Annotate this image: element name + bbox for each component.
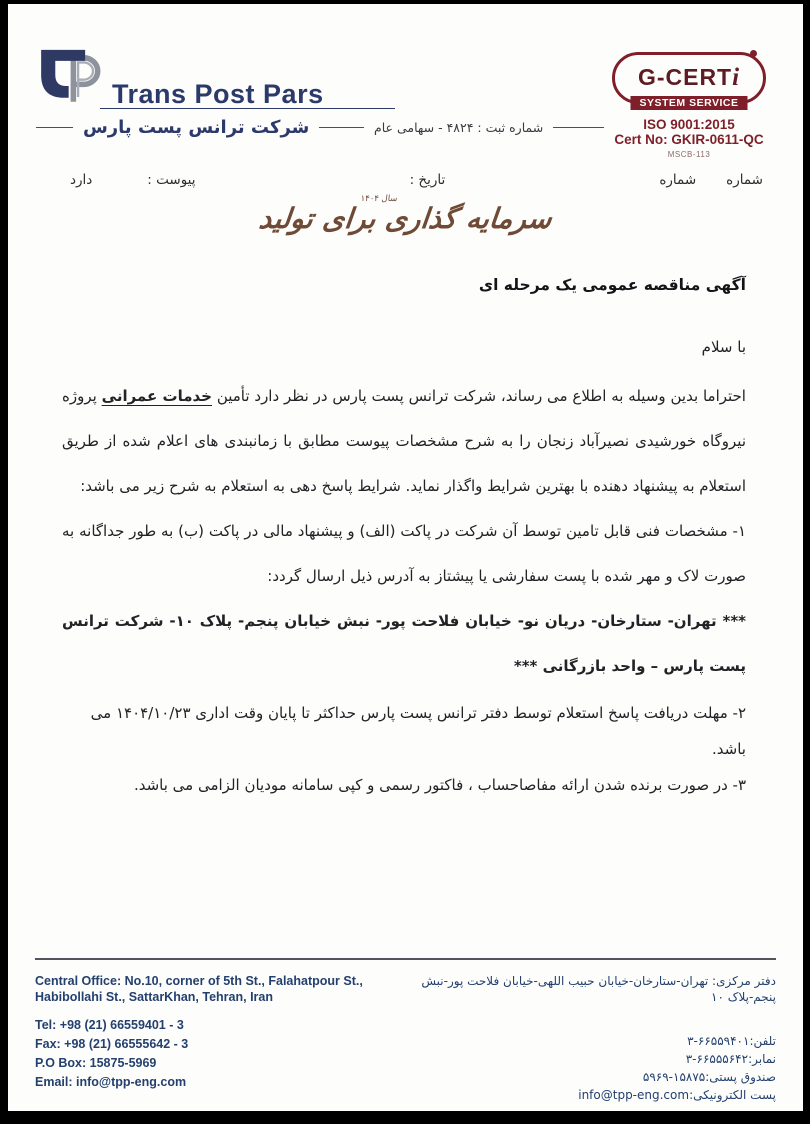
number-value: شماره: [659, 172, 697, 188]
email-persian-label: پست الکترونیکی:: [689, 1088, 776, 1102]
slogan-text: سرمایه گذاری برای تولید: [257, 202, 554, 235]
attachment-label: پیوست :: [147, 172, 196, 188]
company-title-row: [36, 117, 604, 138]
gcert-brand-i: i: [732, 64, 741, 91]
certificate-number: Cert No: GKIR-0611-QC: [614, 132, 764, 147]
email-persian-value: info@tpp-eng.com: [578, 1088, 690, 1102]
year-slogan-calligraphy: [8, 194, 803, 235]
tender-title: آگهی مناقصه عمومی یک مرحله ای: [478, 276, 746, 294]
letter-date-field: [410, 172, 446, 188]
tel-persian: تلفن:۶۶۵۵۹۴۰۱-۳: [687, 1034, 776, 1048]
intro-text-before: احتراما بدین وسیله به اطلاع می رساند، شرکت ترانس پست پارس در نظر دارد تأمین: [211, 387, 746, 405]
office-address-line2: Habibollahi St., SattarKhan, Tehran, Iran: [35, 990, 274, 1004]
footer-persian: [405, 973, 776, 1104]
number-label: شماره: [726, 172, 763, 188]
company-logo: [36, 42, 324, 112]
condition-item-3: ۳- در صورت برنده شدن ارائه مفاصاحساب ، فاکتور رسمی و کپی سامانه مودیان الزامی می باشد.: [133, 776, 746, 794]
tel-english: Tel: +98 (21) 66559401 - 3: [35, 1018, 184, 1032]
letter-body: [62, 276, 746, 803]
registration-number: شماره ثبت : ۴۸۲۴ - سهامی عام: [373, 120, 544, 135]
letter-number-field: [659, 172, 763, 188]
fax-persian: نمابر:۶۶۵۵۵۶۴۲-۳: [685, 1052, 776, 1066]
footer-english: [35, 973, 405, 1104]
divider-line: [319, 127, 364, 128]
pobox-persian: صندوق پستی:۱۵۸۷۵-۵۹۶۹: [642, 1070, 776, 1084]
intro-highlight: خدمات عمرانی: [101, 387, 212, 405]
divider-line: [36, 127, 73, 128]
condition-item-1: ۱- مشخصات فنی قابل تامین توسط آن شرکت در پاکت (الف) و پیشنهاد مالی در پاکت (ب) به طور جداگانه به صورت لاک و مهر شده با پست سفارشی یا پیشتاز به آدرس ذیل ارسال گردد:: [62, 522, 746, 585]
letter-attachment-field: [70, 172, 196, 188]
email-english: Email: info@tpp-eng.com: [35, 1075, 187, 1089]
condition-item-2: ۲- مهلت دریافت پاسخ استعلام توسط دفتر ترانس پست پارس حداکثر تا پایان وقت اداری ۱۴۰۴/۱۰/۲۳ می باشد.: [90, 704, 746, 758]
slogan-year-note: سال ۱۴۰۴: [360, 194, 399, 204]
salutation: با سلام: [701, 338, 746, 356]
tp-logo-icon: [36, 42, 106, 112]
submission-address: *** تهران- ستارخان- دریان نو- خیابان فلاحت پور- نبش خیابان پنجم- پلاک ۱۰- شرکت ترانس پست پارس – واحد بازرگانی ***: [62, 612, 747, 675]
letter-page: [8, 4, 803, 1111]
gcert-system-service: SYSTEM SERVICE: [631, 96, 748, 110]
email-persian: [405, 1086, 776, 1104]
gcert-brand: G-CERTi: [637, 64, 741, 91]
office-address-line1: Central Office: No.10, corner of 5th St., Falahatpour St.,: [35, 974, 363, 988]
company-name-english: Trans Post Pars: [112, 79, 324, 109]
office-address-persian: دفتر مرکزی: تهران-ستارخان-خیابان حبیب اللهی-خیابان فلاحت پور-نبش پنجم-پلاک ۱۰: [421, 974, 776, 1004]
date-label: تاریخ :: [409, 172, 446, 188]
letter-meta-row: [70, 172, 763, 188]
fax-english: Fax: +98 (21) 66555642 - 3: [35, 1037, 189, 1051]
brand-underline: [100, 108, 395, 109]
certificate-code: MSCB-113: [667, 150, 711, 159]
intro-paragraph: [62, 374, 746, 509]
intro-text-after: پروژه نیروگاه خورشیدی نصیرآباد زنجان را به شرح مشخصات پیوست مطابق با زمانبندی های اعلام شده از طریق استعلام به پیشنهاد دهنده با بهترین شرایط واگذار نماید. شرایط پاسخ دهی به استعلام به شرح زیر می باشد:: [62, 387, 746, 495]
gcert-oval: [612, 52, 766, 109]
attachment-value: دارد: [70, 172, 93, 188]
company-name-persian: شرکت ترانس پست پارس: [82, 117, 310, 138]
iso-certification: ISO 9001:2015: [643, 117, 735, 132]
gcert-orbit-dot-icon: [750, 50, 757, 57]
pobox-english: P.O Box: 15875-5969: [35, 1056, 157, 1070]
letterhead-footer: [35, 958, 776, 1104]
gcert-stamp: [593, 52, 785, 159]
